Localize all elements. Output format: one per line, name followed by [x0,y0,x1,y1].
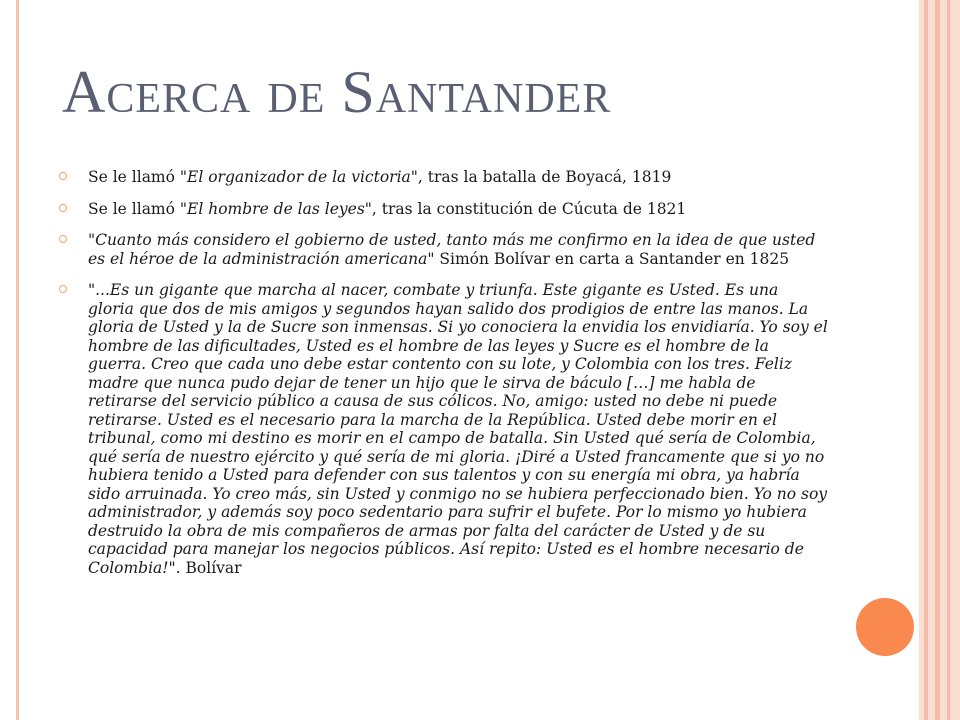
slide-title: Acerca de Santander [62,59,612,125]
bullet-text: , tras la batalla de Boyacá, 1819 [417,168,672,186]
bullet-circle-icon [59,172,67,180]
bullet-circle-icon [59,285,67,293]
orange-circle-decoration [856,598,914,656]
bullet-text: Se le llamó [88,168,180,186]
bullet-item [88,281,828,577]
bullet-item [88,200,828,219]
bullet-text: Simón Bolívar en carta a Santander en 1825 [434,249,790,268]
bullet-item [88,168,828,187]
right-decorative-stripe [947,0,950,720]
bullet-circle-icon [59,204,67,212]
left-decorative-rule [16,0,19,720]
bullet-circle-icon [59,235,67,243]
right-decorative-stripe [935,0,940,720]
bullet-text: Se le llamó [88,199,180,218]
bullet-quote: "El organizador de la victoria" [179,168,418,186]
bullet-quote: "Cuanto más considero el gobierno de usted, tanto más me confirmo en la idea de que usted es el héroe de la administración americana" [88,231,816,268]
bullet-quote: "El hombre de las leyes" [179,199,372,218]
bullet-quote: "...Es un gigante que marcha al nacer, combate y triunfa. Este gigante es Usted. Es una gloria que dos de mis amigos y segundos hayan salido dos prodigios de entre las manos. La gloria de Usted y la de Sucre son inmensas. Si yo conociera la envidia los envidiaría. Yo soy el hombre de las dificultades, Usted es el hombre de las leyes y Sucre es el hombre de la guerra. Creo que cada uno debe estar contento con su lote, y Colombia con los tres. Feliz madre que nunca pudo dejar de tener un hijo que le sirva de báculo […] me habla de retirarse del servicio público a causa de sus cólicos. No, amigo: usted no debe ni puede retirarse. Usted es el necesario para la marcha de la República. Usted debe morir en el tribunal, como mi destino es morir en el campo de batalla. Sin Usted qué sería de Colombia, qué sería de nuestro ejército y qué sería de mi gloria. ¡Diré a Usted francamente que si yo no hubiera tenido a Usted para defender con sus talentos y con su energía mi obra, ya habría sido arruinada. Yo creo más, sin Usted y conmigo no se hubiera perfeccionado bien. Yo no soy administrador, y además soy poco sedentario para sufrir el bufete. Por lo mismo yo hubiera destruido la obra de mis compañeros de armas por falta del carácter de Usted y de su capacidad para manejar los negocios públicos. Así repito: Usted es el hombre necesario de Colombia!" [88,281,828,577]
bullet-text: , tras la constitución de Cúcuta de 1821 [371,199,687,218]
right-decorative-stripe [924,0,928,720]
bullet-text: . Bolívar [175,558,242,577]
bullet-item [88,231,828,268]
bullet-list [88,168,828,590]
